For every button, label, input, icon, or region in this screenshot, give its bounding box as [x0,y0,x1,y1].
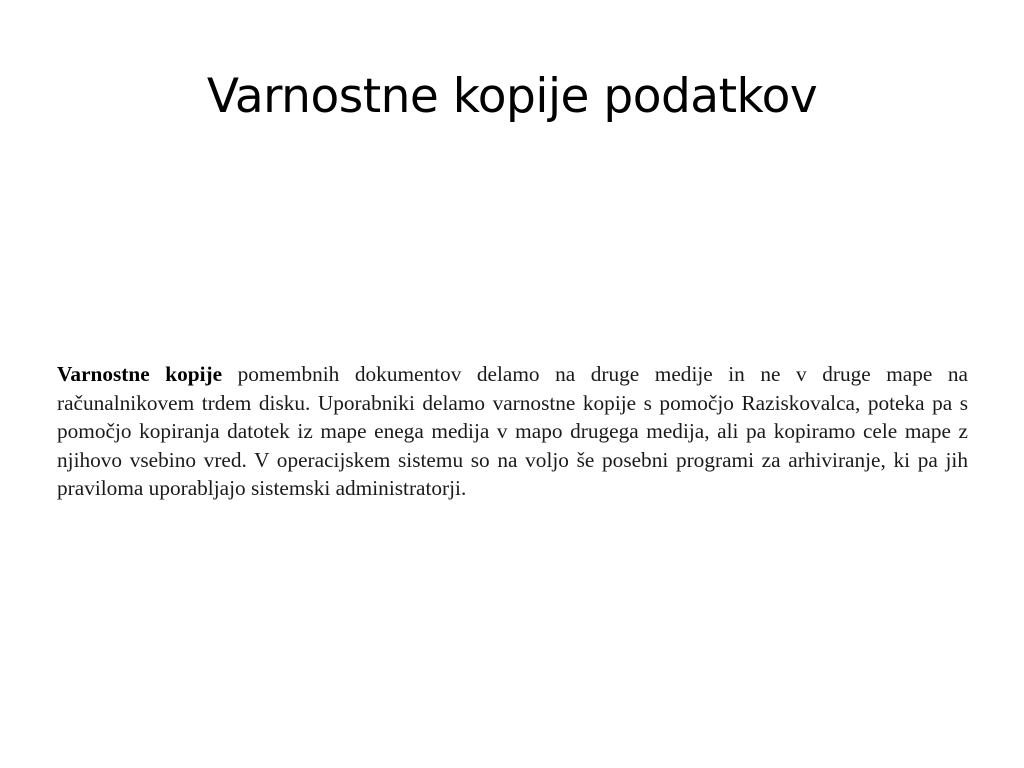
body-paragraph [57,360,968,503]
slide-title: Varnostne kopije podatkov [206,69,818,124]
paragraph-text: pomembnih dokumentov delamo na druge medije in ne v druge mape na računalnikovem trdem disku. Uporabniki delamo varnostne kopije s pomočjo Raziskovalca, poteka pa s pomočjo kopiranja datotek iz mape enega medija v mapo drugega medija, ali pa kopiramo cele mape z njihovo vsebino vred. V operacijskem sistemu so na voljo še posebni programi za arhiviranje, ki pa jih praviloma uporabljajo sistemski administratorji. [57,362,968,501]
paragraph-lead: Varnostne kopije [57,362,223,386]
